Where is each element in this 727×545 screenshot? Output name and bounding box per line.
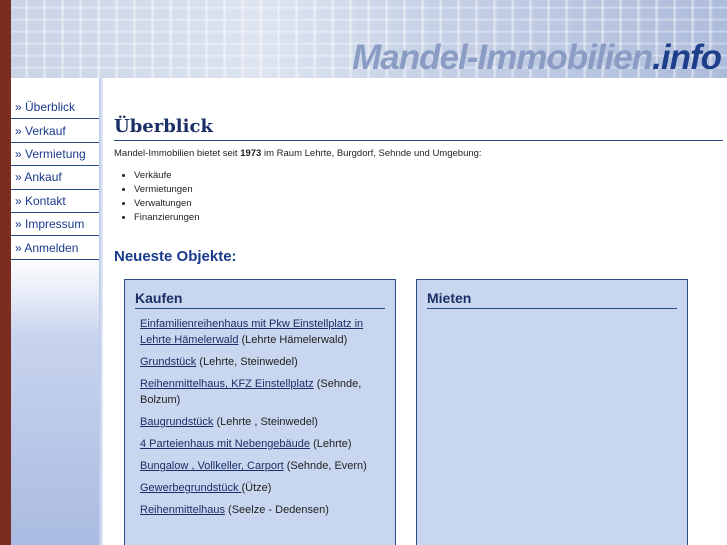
- kaufen-heading: Kaufen: [135, 290, 385, 309]
- object-location: (Lehrte Hämelerwald): [238, 334, 348, 346]
- service-item: • Verkäufe: [134, 169, 200, 183]
- logo-tld-text: .info: [652, 38, 721, 77]
- intro-suffix: im Raum Lehrte, Burgdorf, Sehnde und Umgebung:: [263, 148, 482, 159]
- object-link[interactable]: Grundstück: [140, 356, 197, 368]
- intro-year: 1973: [240, 148, 262, 159]
- object-location: (Ütze): [241, 482, 272, 494]
- nav-item-vermietung: [11, 143, 99, 166]
- list-item: [140, 414, 385, 430]
- logo-main-text: Mandel-Immobilien: [352, 38, 653, 77]
- service-item: • Verwaltungen: [134, 197, 200, 211]
- nav-link-verkauf[interactable]: » Verkauf: [15, 123, 66, 138]
- object-link[interactable]: Einfamilienreihenhaus mit Pkw Einstellplatz in Lehrte Hämelerwald: [140, 318, 364, 346]
- nav-item-ankauf: [11, 166, 99, 189]
- left-border: [0, 0, 11, 545]
- list-item: [140, 458, 385, 474]
- sidebar: [11, 78, 99, 545]
- nav-link-anmelden[interactable]: » Anmelden: [15, 240, 79, 255]
- object-link[interactable]: Gewerbegrundstück: [140, 482, 242, 494]
- site-header: [11, 0, 727, 78]
- list-item: [140, 376, 385, 408]
- nav-item-verkauf: [11, 119, 99, 142]
- object-link[interactable]: 4 Parteienhaus mit Nebengebäude: [140, 438, 311, 450]
- object-link[interactable]: Baugrundstück: [140, 416, 214, 428]
- nav-link-ueberblick[interactable]: » Überblick: [15, 100, 76, 115]
- object-location: (Lehrte, Steinwedel): [196, 356, 298, 368]
- mieten-box: [416, 279, 688, 545]
- list-item: [140, 502, 385, 518]
- nav-link-kontakt[interactable]: » Kontakt: [15, 193, 66, 208]
- nav-link-ankauf[interactable]: » Ankauf: [15, 170, 62, 185]
- list-item: [140, 436, 385, 452]
- nav-item-kontakt: [11, 190, 99, 213]
- object-link[interactable]: Bungalow , Vollkeller, Carport: [140, 460, 284, 472]
- nav-item-ueberblick: [11, 96, 99, 119]
- intro-prefix: Mandel-Immobilien bietet seit: [114, 148, 238, 159]
- object-location: (Sehnde, Evern): [283, 460, 367, 472]
- main-nav: [11, 96, 99, 260]
- object-location: (Seelze - Dedensen): [225, 504, 329, 516]
- intro-text: [114, 148, 482, 159]
- nav-item-impressum: [11, 213, 99, 236]
- nav-link-impressum[interactable]: » Impressum: [15, 217, 85, 232]
- object-location: (Sehnde, Bolzum): [140, 378, 362, 406]
- service-item: • Finanzierungen: [134, 211, 200, 225]
- kaufen-box: [124, 279, 396, 545]
- list-item: [140, 354, 385, 370]
- mieten-heading: Mieten: [427, 290, 677, 309]
- kaufen-object-list: [135, 316, 385, 518]
- site-logo[interactable]: [352, 38, 721, 78]
- object-location: (Lehrte): [310, 438, 352, 450]
- page-title: Überblick: [114, 116, 723, 141]
- service-item: • Vermietungen: [134, 183, 200, 197]
- object-location: (Lehrte , Steinwedel): [213, 416, 318, 428]
- list-item: [140, 316, 385, 348]
- services-list: [134, 169, 200, 225]
- nav-link-vermietung[interactable]: » Vermietung: [15, 146, 86, 161]
- newest-objects-heading: Neueste Objekte:: [114, 248, 237, 265]
- object-link[interactable]: Reihenmittelhaus, KFZ Einstellplatz: [140, 378, 314, 390]
- object-link[interactable]: Reihenmittelhaus: [140, 504, 225, 516]
- list-item: [140, 480, 385, 496]
- nav-item-anmelden: [11, 236, 99, 259]
